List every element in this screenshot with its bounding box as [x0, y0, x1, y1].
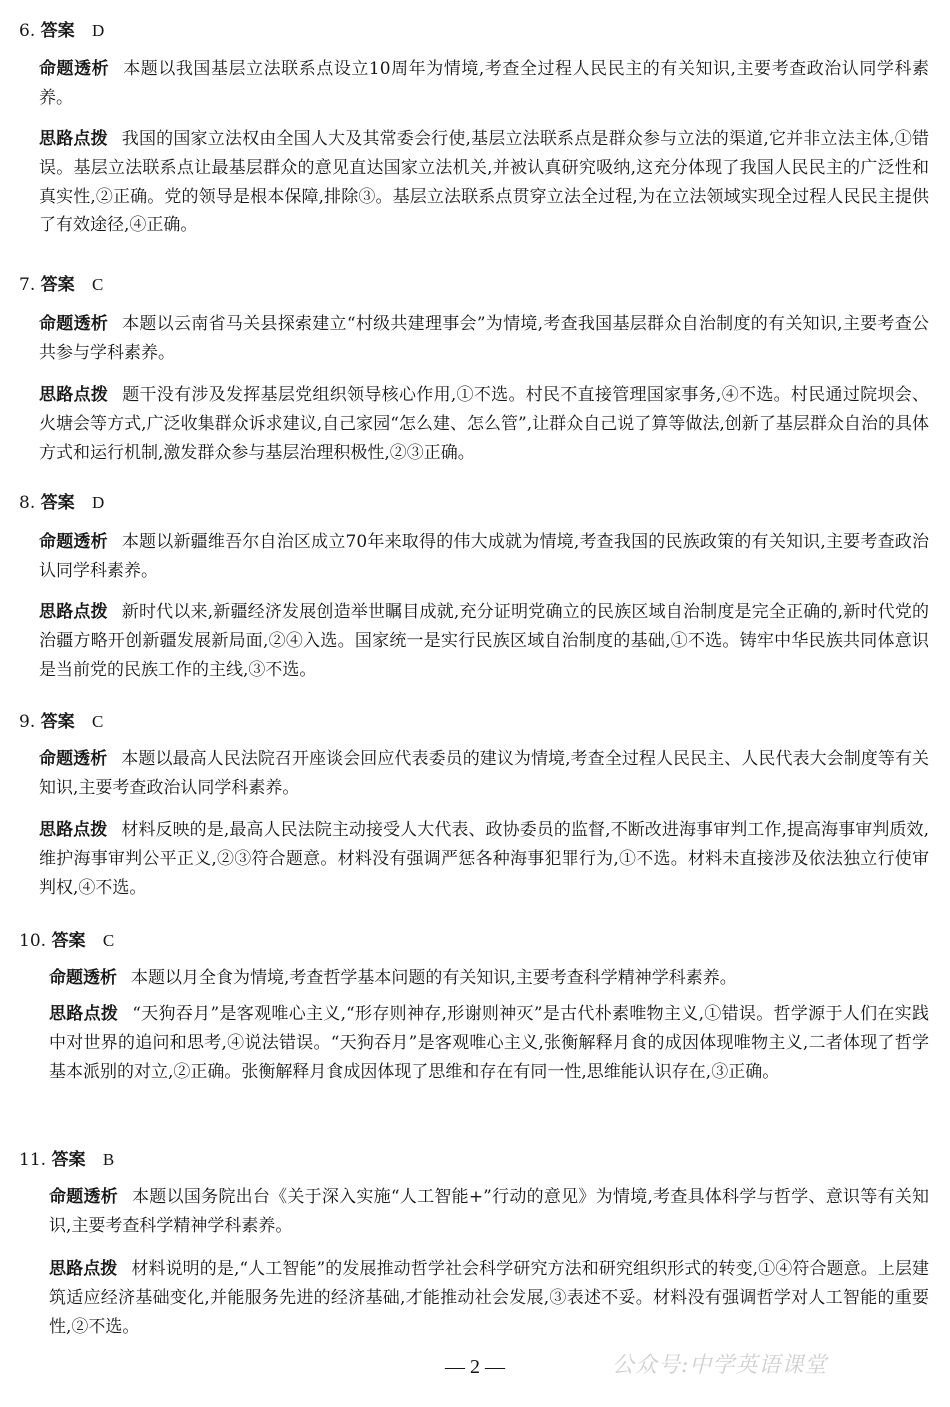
- analysis-section: [39, 745, 929, 803]
- question-header: [19, 1147, 114, 1173]
- hint-text: 我国的国家立法权由全国人大及其常委会行使,基层立法联系点是群众参与立法的渠道,它并非立法主体,①错误。基层立法联系点让最基层群众的意见直达国家立法机关,并被认真研究吸纳,这充分体现了我国人民民主的广泛性和真实性,②正确。党的领导是根本保障,排除③。基层立法联系点贯穿立法全过程,为在立法领域实现全过程人民民主提供了有效途径,④正确。: [39, 129, 930, 236]
- analysis-section: [39, 310, 929, 368]
- hint-text: 材料说明的是,“人工智能”的发展推动哲学社会科学研究方法和研究组织形式的转变,①④符合题意。上层建筑适应经济基础变化,并能服务先进的经济基础,才能推动社会发展,③表述不妥。材料没有强调哲学对人工智能的重要性,②不选。: [49, 1259, 930, 1337]
- analysis-section: [39, 528, 929, 586]
- question-header: [19, 490, 104, 516]
- question-header: [19, 709, 103, 735]
- hint-tag: 思路点拨: [39, 602, 108, 622]
- question-number: 9.: [19, 712, 36, 732]
- hint-tag: 思路点拨: [49, 1259, 118, 1279]
- analysis-section: [49, 1183, 929, 1241]
- answer-label: 答案: [40, 275, 75, 295]
- hint-section: [49, 1255, 929, 1341]
- hint-tag: 思路点拨: [39, 385, 109, 405]
- answer-label: 答案: [51, 1150, 86, 1170]
- hint-tag: 思路点拨: [49, 1004, 119, 1024]
- answer-label: 答案: [40, 493, 75, 513]
- answer-value: D: [92, 493, 105, 512]
- question-header: [19, 18, 104, 44]
- analysis-text: 本题以最高人民法院召开座谈会回应代表委员的建议为情境,考查全过程人民民主、人民代表大会制度等有关知识,主要考查政治认同学科素养。: [39, 749, 930, 798]
- analysis-text: 本题以国务院出台《关于深入实施“人工智能+”行动的意见》为情境,考查具体科学与哲学、意识等有关知识,主要考查科学精神学科素养。: [49, 1187, 930, 1236]
- answer-value: C: [92, 275, 104, 294]
- question-number: 11.: [19, 1150, 47, 1170]
- answer-value: B: [102, 1150, 115, 1169]
- analysis-section: [49, 964, 929, 993]
- hint-text: 题干没有涉及发挥基层党组织领导核心作用,①不选。村民不直接管理国家事务,④不选。村民通过院坝会、火塘会等方式,广泛收集群众诉求建议,自己家园“怎么建、怎么管”,让群众自己说了算等做法,创新了基层群众自治的具体方式和运行机制,激发群众参与基层治理积极性,②③正确。: [39, 385, 930, 463]
- question-header: [19, 928, 114, 954]
- hint-text: 材料反映的是,最高人民法院主动接受人大代表、政协委员的监督,不断改进海事审判工作,提高海事审判质效,维护海事审判公平正义,②③符合题意。材料没有强调严惩各种海事犯罪行为,①不选。材料未直接涉及依法独立行使审判权,④不选。: [39, 820, 930, 898]
- page-number: — 2 —: [445, 1356, 505, 1378]
- analysis-tag: 命题透析: [49, 968, 117, 988]
- question-number: 7.: [19, 275, 36, 295]
- question-number: 10.: [19, 931, 47, 951]
- hint-tag: 思路点拨: [39, 129, 108, 149]
- answer-label: 答案: [51, 931, 86, 951]
- hint-section: [39, 125, 929, 240]
- answer-label: 答案: [40, 21, 75, 41]
- answer-label: 答案: [40, 712, 75, 732]
- analysis-text: 本题以我国基层立法联系点设立10周年为情境,考查全过程人民民主的有关知识,主要考查政治认同学科素养。: [39, 59, 930, 108]
- question-number: 6.: [19, 21, 36, 41]
- hint-section: [49, 1000, 929, 1086]
- hint-section: [39, 598, 929, 684]
- analysis-text: 本题以云南省马关县探索建立“村级共建理事会”为情境,考查我国基层群众自治制度的有关知识,主要考查公共参与学科素养。: [39, 314, 930, 363]
- question-number: 8.: [19, 493, 36, 513]
- hint-text: “天狗吞月”是客观唯心主义,“形存则神存,形谢则神灭”是古代朴素唯物主义,①错误。哲学源于人们在实践中对世界的追问和思考,④说法错误。“天狗吞月”是客观唯心主义,张衡解释月食的成因体现唯物主义,二者体现了哲学基本派别的对立,②正确。张衡解释月食成因体现了思维和存在有同一性,思维能认识存在,③正确。: [49, 1004, 929, 1082]
- analysis-tag: 命题透析: [39, 532, 108, 552]
- hint-text: 新时代以来,新疆经济发展创造举世瞩目成就,充分证明党确立的民族区域自治制度是完全正确的,新时代党的治疆方略开创新疆发展新局面,②④入选。国家统一是实行民族区域自治制度的基础,①不选。铸牢中华民族共同体意识是当前党的民族工作的主线,③不选。: [39, 602, 930, 680]
- hint-tag: 思路点拨: [39, 820, 108, 840]
- analysis-text: 本题以新疆维吾尔自治区成立70年来取得的伟大成就为情境,考查我国的民族政策的有关知识,主要考查政治认同学科素养。: [39, 532, 930, 581]
- analysis-tag: 命题透析: [39, 749, 108, 769]
- analysis-text: 本题以月全食为情境,考查哲学基本问题的有关知识,主要考查科学精神学科素养。: [131, 968, 737, 988]
- analysis-section: [39, 55, 929, 113]
- watermark: 公众号:中学英语课堂: [612, 1353, 828, 1378]
- analysis-tag: 命题透析: [49, 1187, 119, 1207]
- answer-value: D: [92, 21, 105, 40]
- hint-section: [39, 381, 929, 467]
- question-header: [19, 272, 103, 298]
- hint-section: [39, 816, 929, 902]
- answer-value: C: [102, 931, 115, 950]
- answer-value: C: [92, 712, 104, 731]
- analysis-tag: 命题透析: [39, 314, 109, 334]
- analysis-tag: 命题透析: [39, 59, 110, 79]
